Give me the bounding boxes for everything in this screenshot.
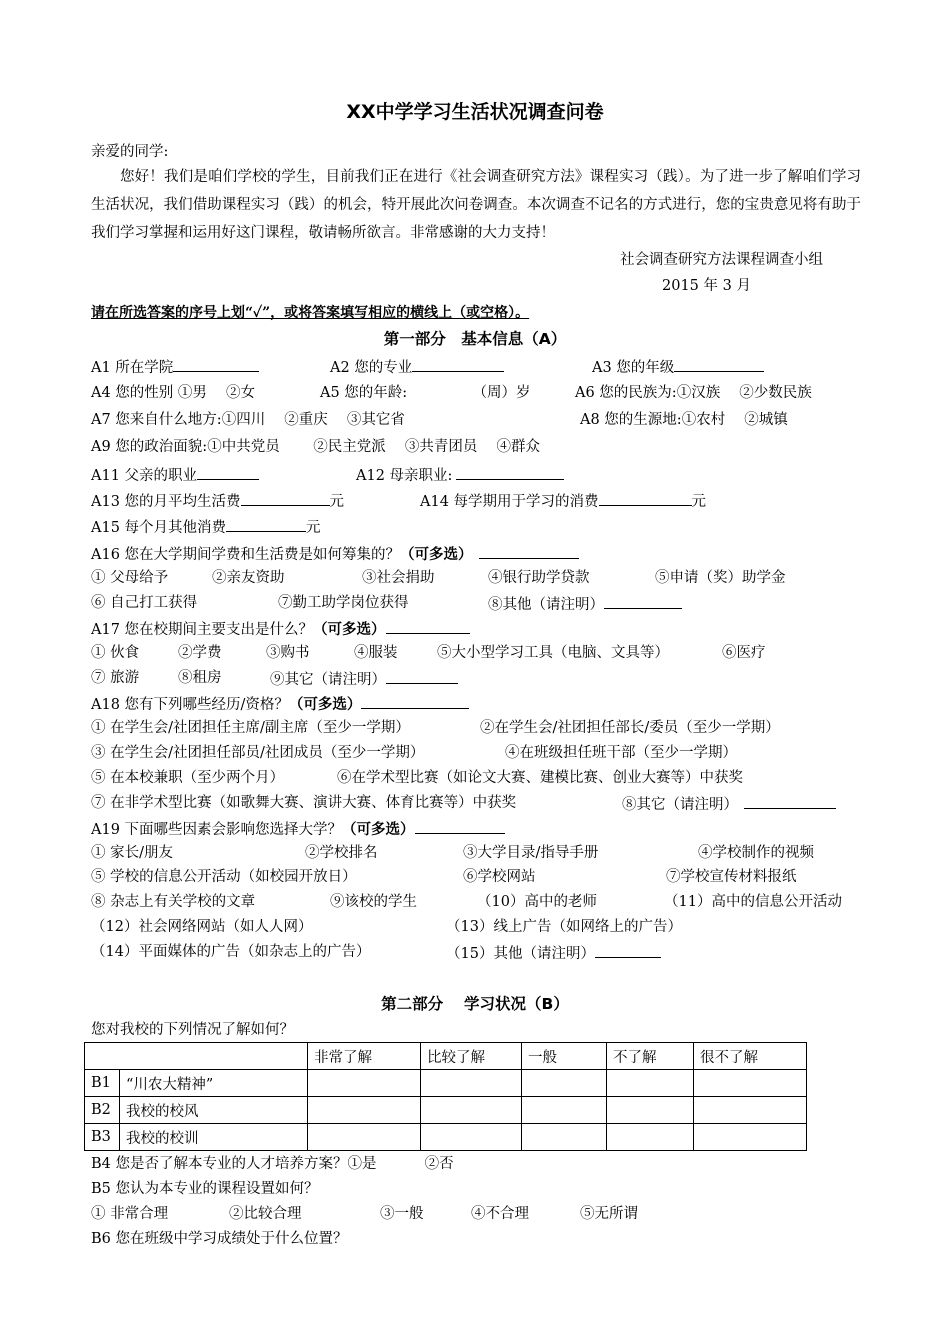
a17-option-other-label: ⑨其它（请注明） <box>270 672 386 688</box>
a19-option[interactable]: （11）高中的信息公开活动 <box>664 894 842 910</box>
greeting: 亲爱的同学: <box>91 144 169 160</box>
a16-blank[interactable] <box>479 543 579 559</box>
a1-blank[interactable] <box>173 356 259 372</box>
column-header: 比较了解 <box>421 1043 522 1070</box>
a16-option[interactable] <box>488 593 682 615</box>
row-id: B3 <box>85 1124 120 1151</box>
question-a7[interactable]: A7 您来自什么地方:①四川 ②重庆 ③其它省 <box>91 412 405 428</box>
question-a15 <box>91 516 321 538</box>
a11-blank[interactable] <box>197 464 259 480</box>
part2-title: 第二部分 学习状况（B） <box>381 995 569 1013</box>
a16-option[interactable]: ②亲友资助 <box>212 570 285 586</box>
answer-cell[interactable] <box>694 1097 807 1124</box>
a1-label: A1 所在学院 <box>91 360 174 376</box>
answer-cell[interactable] <box>522 1097 607 1124</box>
question-b4[interactable]: B4 您是否了解本专业的人才培养方案？①是 ②否 <box>91 1156 454 1172</box>
a3-blank[interactable] <box>674 356 764 372</box>
a18-option[interactable]: ②在学生会/社团担任部长/委员（至少一学期） <box>480 720 780 736</box>
question-a18 <box>91 693 469 715</box>
a19-option[interactable] <box>446 942 661 964</box>
question-b6: B6 您在班级中学习成绩处于什么位置？ <box>91 1231 348 1247</box>
a17-option[interactable]: ④服装 <box>354 645 398 661</box>
a14-blank[interactable] <box>599 490 692 506</box>
question-a12 <box>356 464 564 486</box>
signature: 社会调查研究方法课程调查小组 <box>620 252 823 268</box>
question-a13 <box>91 490 344 512</box>
row-label: 我校的校训 <box>120 1124 308 1151</box>
table-row <box>85 1124 807 1151</box>
answer-cell[interactable] <box>694 1124 807 1151</box>
a17-option[interactable]: ③购书 <box>266 645 310 661</box>
question-a17 <box>91 618 470 640</box>
a11-label: A11 父亲的职业 <box>91 468 198 484</box>
a18-option[interactable]: ① 在学生会/社团担任主席/副主席（至少一学期） <box>91 720 410 736</box>
a13-unit: 元 <box>329 494 345 510</box>
question-a5[interactable]: A5 您的年龄: （周）岁 <box>320 385 531 401</box>
a16-option[interactable]: ⑥ 自己打工获得 <box>91 595 198 611</box>
intro-paragraph: 您好！我们是咱们学校的学生，目前我们正在进行《社会调查研究方法》课程实习（践）。为了进一步了解咱们学习生活状况，我们借助课程实习（践）的机会，特开展此次问卷调查。本次调查不记名的方式进行，您的宝贵意见将有助于我们学习掌握和运用好这门课程，敬请畅所欲言。非常感谢的大力支持！ <box>91 169 861 241</box>
question-a3 <box>592 356 764 378</box>
answer-cell[interactable] <box>421 1124 522 1151</box>
a12-blank[interactable] <box>456 464 564 480</box>
a19-label: A19 下面哪些因素会影响您选择大学？ <box>91 822 343 838</box>
question-b5: B5 您认为本专业的课程设置如何？ <box>91 1181 319 1197</box>
a18-option[interactable]: ④在班级担任班干部（至少一学期） <box>505 745 737 761</box>
a17-option[interactable] <box>270 668 458 690</box>
a15-blank[interactable] <box>226 516 306 532</box>
answer-cell[interactable] <box>522 1124 607 1151</box>
a12-label: A12 母亲职业: <box>356 468 453 484</box>
a19-option[interactable]: ②学校排名 <box>305 845 378 861</box>
answer-cell[interactable] <box>308 1124 421 1151</box>
b5-option[interactable]: ③一般 <box>380 1206 424 1222</box>
a18-other-blank[interactable] <box>744 793 836 809</box>
a14-unit: 元 <box>691 494 707 510</box>
a19-option[interactable]: ⑧ 杂志上有关学校的文章 <box>91 894 256 910</box>
a3-label: A3 您的年级 <box>592 360 675 376</box>
a17-option[interactable]: ⑥医疗 <box>722 645 766 661</box>
a19-option[interactable]: ⑦学校宣传材料报纸 <box>666 869 797 885</box>
table-header-row <box>85 1043 807 1070</box>
a18-blank[interactable] <box>361 693 469 709</box>
column-header: 很不了解 <box>694 1043 807 1070</box>
answer-cell[interactable] <box>421 1097 522 1124</box>
answer-cell[interactable] <box>607 1070 694 1097</box>
a19-option[interactable]: （14）平面媒体的广告（如杂志上的广告） <box>91 944 371 960</box>
answer-cell[interactable] <box>421 1070 522 1097</box>
answer-cell[interactable] <box>607 1097 694 1124</box>
a16-option-other-label: ⑧其他（请注明） <box>488 597 604 613</box>
a18-option[interactable]: ⑦ 在非学术型比赛（如歌舞大赛、演讲大赛、体育比赛等）中获奖 <box>91 795 517 811</box>
a17-option[interactable]: ① 伙食 <box>91 645 140 661</box>
table-intro: 您对我校的下列情况了解如何？ <box>91 1022 294 1038</box>
a16-label: A16 您在大学期间学费和生活费是如何筹集的？ <box>91 547 401 563</box>
a19-option[interactable]: ⑥学校网站 <box>463 869 536 885</box>
a17-option[interactable]: ⑤大小型学习工具（电脑、文具等） <box>437 645 669 661</box>
answer-cell[interactable] <box>308 1097 421 1124</box>
a19-option[interactable]: （13）线上广告（如网络上的广告） <box>446 919 682 935</box>
question-a8[interactable]: A8 您的生源地:①农村 ②城镇 <box>580 412 788 428</box>
a17-label: A17 您在校期间主要支出是什么？ <box>91 622 314 638</box>
row-id: B2 <box>85 1097 120 1124</box>
a17-multi: （可多选） <box>313 621 386 638</box>
awareness-table <box>84 1042 807 1151</box>
a19-option[interactable]: ④学校制作的视频 <box>698 845 814 861</box>
question-a6[interactable]: A6 您的民族为:①汉族 ②少数民族 <box>575 385 812 401</box>
question-a1 <box>91 356 259 378</box>
a17-other-blank[interactable] <box>386 668 458 684</box>
answer-cell[interactable] <box>308 1070 421 1097</box>
a19-option[interactable]: ⑨该校的学生 <box>330 894 417 910</box>
row-label: 我校的校风 <box>120 1097 308 1124</box>
a16-option[interactable]: ③社会捐助 <box>362 570 435 586</box>
b5-option[interactable]: ① 非常合理 <box>91 1206 169 1222</box>
question-a4[interactable]: A4 您的性别 ①男 ②女 <box>91 385 256 401</box>
table-row <box>85 1097 807 1124</box>
table-row <box>85 1070 807 1097</box>
a16-option[interactable]: ⑤申请（奖）助学金 <box>655 570 786 586</box>
column-header: 不了解 <box>607 1043 694 1070</box>
page-title: XX中学学习生活状况调查问卷 <box>346 101 604 123</box>
a18-label: A18 您有下列哪些经历/资格？ <box>91 697 289 713</box>
a18-multi: （可多选） <box>288 696 362 713</box>
a19-option[interactable]: ⑤ 学校的信息公开活动（如校园开放日） <box>91 869 357 885</box>
answer-cell[interactable] <box>522 1070 607 1097</box>
a15-unit: 元 <box>306 520 321 536</box>
column-header: 一般 <box>522 1043 607 1070</box>
answer-cell[interactable] <box>607 1124 694 1151</box>
a19-multi: （可多选） <box>342 821 415 838</box>
instruction: 请在所选答案的序号上划“✓”，或将答案填写相应的横线上（或空格）。 <box>91 305 530 321</box>
question-a11 <box>91 464 259 486</box>
answer-cell[interactable] <box>694 1070 807 1097</box>
a18-option[interactable] <box>622 793 836 815</box>
a17-blank[interactable] <box>386 618 470 634</box>
a15-label: A15 每个月其他消费 <box>91 520 227 536</box>
date: 2015 年 3 月 <box>662 278 751 294</box>
part1-title: 第一部分 基本信息（A） <box>383 330 567 348</box>
b5-option[interactable]: ④不合理 <box>471 1206 529 1222</box>
row-id: B1 <box>85 1070 120 1097</box>
a19-option[interactable]: ① 家长/朋友 <box>91 845 173 861</box>
a19-option[interactable]: （12）社会网络网站（如人人网） <box>91 919 313 935</box>
a16-other-blank[interactable] <box>604 593 682 609</box>
a19-option-other-label: （15）其他（请注明） <box>446 946 595 962</box>
a19-other-blank[interactable] <box>595 942 661 958</box>
a13-label: A13 您的月平均生活费 <box>91 494 241 510</box>
a13-blank[interactable] <box>241 490 330 506</box>
a17-option[interactable]: ⑧租房 <box>178 670 222 686</box>
a16-multi: （可多选） <box>400 546 473 563</box>
b5-option[interactable]: ⑤无所谓 <box>580 1206 638 1222</box>
a18-option[interactable]: ③ 在学生会/社团担任部员/社团成员（至少一学期） <box>91 745 425 761</box>
a18-option-other-label: ⑧其它（请注明） <box>622 797 738 813</box>
question-a19 <box>91 818 505 840</box>
a19-blank[interactable] <box>415 818 505 834</box>
a18-option[interactable]: ⑥在学术型比赛（如论文大赛、建模比赛、创业大赛等）中获奖 <box>337 770 743 786</box>
a16-option[interactable]: ⑦勤工助学岗位获得 <box>278 595 409 611</box>
question-a14 <box>420 490 706 512</box>
question-a16 <box>91 543 579 565</box>
question-a9[interactable]: A9 您的政治面貌:①中共党员 ②民主党派 ③共青团员 ④群众 <box>91 439 541 455</box>
b5-option[interactable]: ②比较合理 <box>229 1206 302 1222</box>
a2-blank[interactable] <box>412 356 504 372</box>
a16-option[interactable]: ① 父母给予 <box>91 570 169 586</box>
column-header: 非常了解 <box>308 1043 421 1070</box>
a17-option[interactable]: ⑦ 旅游 <box>91 670 140 686</box>
a14-label: A14 每学期用于学习的消费 <box>420 494 599 510</box>
row-label: “川农大精神” <box>120 1070 308 1097</box>
a18-option[interactable]: ⑤ 在本校兼职（至少两个月） <box>91 770 285 786</box>
a2-label: A2 您的专业 <box>330 360 413 376</box>
a19-option[interactable]: （10）高中的老师 <box>477 894 597 910</box>
a17-option[interactable]: ②学费 <box>178 645 222 661</box>
a19-option[interactable]: ③大学目录/指导手册 <box>463 845 599 861</box>
table-corner-cell <box>85 1043 308 1070</box>
a16-option[interactable]: ④银行助学贷款 <box>488 570 590 586</box>
question-a2 <box>330 356 504 378</box>
